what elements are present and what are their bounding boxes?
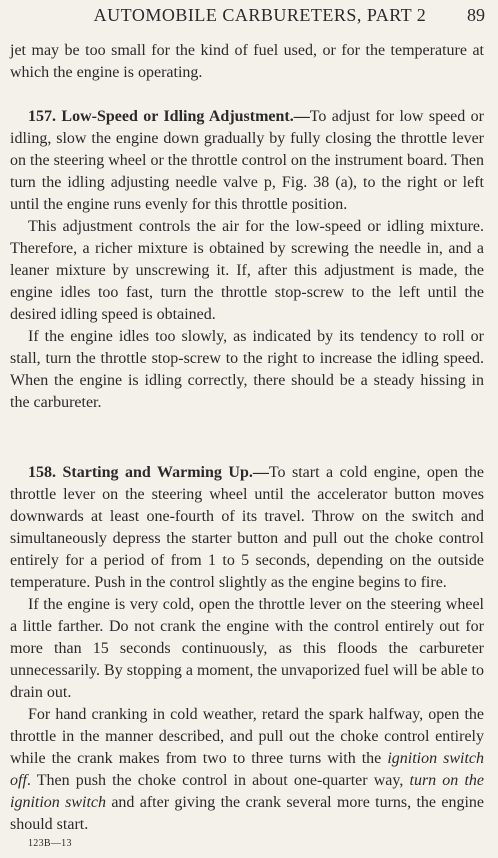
section-157-paragraph-3: If the engine idles too slowly, as indicated by its tendency to roll or stall, turn the throttle stop-screw to the right to increase the idling speed. When the engine is idling correctly, there should be a steady hissing in the carbureter. [10,328,484,411]
section-158-p3-part-a: For hand cranking in cold weather, retard the spark halfway, open the throttle in the manner described, and pull out the choke control entirely while the crank makes from two to three turns with the [10,706,484,767]
section-158-paragraph-1 [10,462,484,594]
section-157-paragraph-2: This adjustment controls the air for the low-speed or idling mixture. Therefore, a richer mixture is obtained by screwing the needle in, and a leaner mixture by unscrewing it. If, after this adjustment is made, the engine idles too fast, turn the throttle stop-screw to the left until the desired idling speed is obtained. [10,218,484,323]
signature-mark: 123B—13 [28,838,72,849]
section-158-p3-emphasis-2: turn on the ignition switch [10,772,484,811]
section-158-paragraph-3 [10,704,484,836]
section-158 [10,462,484,836]
section-158-paragraph-2: If the engine is very cold, open the throttle lever on the steering wheel a little farther. Do not crank the engine with the control entirely out for more than 15 seconds continuously, as this floods the carbureter unnecessarily. By stopping a moment, the unvaporized fuel will be able to drain out. [10,596,484,701]
continuation-block [10,40,484,84]
running-head: AUTOMOBILE CARBURETERS, PART 2 [93,5,427,25]
section-158-p1-text: To start a cold engine, open the throttle lever on the steering wheel until the accelerator button moves downwards at least one-fourth of its travel. Throw on the switch and simultaneously depress the starter button and pull out the choke control entirely for a period of from 1 to 5 seconds, depending on the outside temperature. Push in the control slightly as the engine begins to fire. [10,464,484,591]
section-157-p1-text: To adjust for low speed or idling, slow the engine down gradually by fully closing the throttle lever on the steering wheel or the throttle control on the instrument board. Then turn the idling adjusting needle valve p, Fig. 38 (a), to the right or left until the engine runs evenly for this throttle position. [10,108,484,213]
section-157 [10,106,484,414]
section-158-p3-part-c: and after giving the crank several more turns, the engine should start. [10,794,485,833]
section-157-title: Low-Speed or Idling Adjustment.— [61,108,310,125]
section-157-paragraph-1 [10,106,484,216]
section-158-number: 158. [28,464,56,481]
page-number: 89 [467,5,485,25]
section-158-title: Starting and Warming Up.— [62,464,269,481]
section-158-p3-emphasis-1: ignition switch off [10,750,485,789]
section-157-number: 157. [28,108,56,125]
section-158-p3-part-b: . Then push the choke control in about one-quarter way, [26,772,410,789]
continuation-paragraph: jet may be too small for the kind of fuel used, or for the temperature at which the engine is operating. [10,42,484,81]
